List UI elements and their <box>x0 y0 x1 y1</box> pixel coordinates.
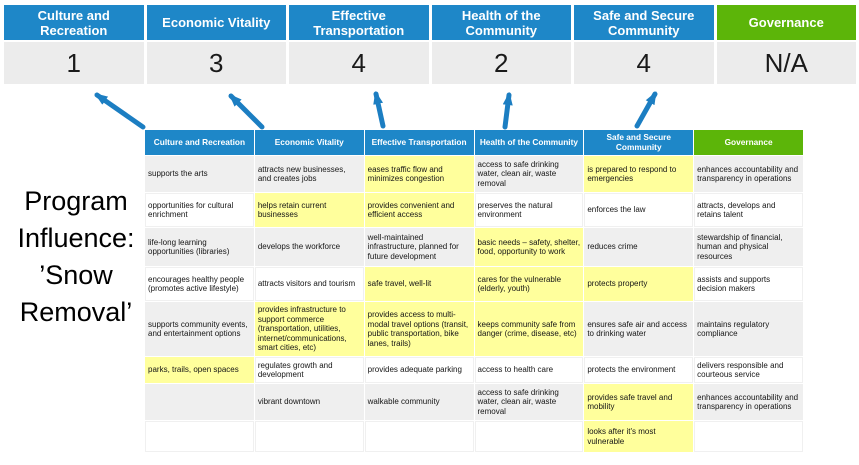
matrix-header-health-of-the-community: Health of the Community <box>475 130 584 155</box>
arrow-culture-and-recreation <box>97 95 143 127</box>
matrix-cell-r2-c3-provides-convenient-and-efficient-access: provides convenient and efficient access <box>365 193 474 227</box>
banner-header-health-of-the-community: Health of the Community <box>432 5 572 40</box>
banner-header-governance: Governance <box>717 5 857 40</box>
matrix-cell-r5-c4-keeps-community-safe-from-danger-crime-d: keeps community safe from danger (crime, disease, etc) <box>475 302 584 356</box>
matrix-cell-r1-c4-access-to-safe-drinking-water-clean-air-: access to safe drinking water, clean air, waste removal <box>475 156 584 192</box>
banner-score-health-of-the-community: 2 <box>432 42 572 84</box>
matrix-cell-r7-c5-provides-safe-travel-and-mobility: provides safe travel and mobility <box>584 384 693 420</box>
banner-header-culture-and-recreation: Culture and Recreation <box>4 5 144 40</box>
banner-score-economic-vitality: 3 <box>147 42 287 84</box>
matrix-header-effective-transportation: Effective Transportation <box>365 130 474 155</box>
banner-header-economic-vitality: Economic Vitality <box>147 5 287 40</box>
matrix-header-culture-and-recreation: Culture and Recreation <box>145 130 254 155</box>
matrix-cell-r1-c5-is-prepared-to-respond-to-emergencies: is prepared to respond to emergencies <box>584 156 693 192</box>
matrix-cell-r2-c1-opportunities-for-cultural-enrichment: opportunities for cultural enrichment <box>145 193 254 227</box>
matrix-cell-r8-c5-looks-after-it-s-most-vulnerable: looks after it's most vulnerable <box>584 421 693 452</box>
matrix-cell-r6-c5-protects-the-environment: protects the environment <box>584 357 693 383</box>
banner-column-governance <box>717 5 857 84</box>
matrix-cell-r3-c5-reduces-crime: reduces crime <box>584 228 693 266</box>
matrix-cell-r5-c1-supports-community-events-and-entertainm: supports community events, and entertainment options <box>145 302 254 356</box>
page-title <box>0 183 152 331</box>
influence-matrix <box>145 130 803 452</box>
title-line-4: Removal’ <box>19 297 133 327</box>
matrix-cell-r8-c1-empty <box>145 421 254 452</box>
matrix-header-safe-and-secure-community: Safe and Secure Community <box>584 130 693 155</box>
matrix-cell-r8-c2-empty <box>255 421 364 452</box>
banner-score-effective-transportation: 4 <box>289 42 429 84</box>
banner-column-safe-and-secure-community <box>574 5 714 84</box>
matrix-cell-r8-c6-empty <box>694 421 803 452</box>
title-line-2: Influence: <box>17 223 135 253</box>
banner-column-culture-and-recreation <box>4 5 144 84</box>
matrix-cell-r7-c2-vibrant-downtown: vibrant downtown <box>255 384 364 420</box>
matrix-cell-r4-c1-encourages-healthy-people-promotes-activ: encourages healthy people (promotes active lifestyle) <box>145 267 254 301</box>
title-line-3: ’Snow <box>39 260 113 290</box>
matrix-cell-r2-c4-preserves-the-natural-environment: preserves the natural environment <box>475 193 584 227</box>
arrow-effective-transportation <box>376 94 383 126</box>
banner-column-effective-transportation <box>289 5 429 84</box>
matrix-cell-r4-c5-protects-property: protects property <box>584 267 693 301</box>
matrix-cell-r6-c2-regulates-growth-and-development: regulates growth and development <box>255 357 364 383</box>
matrix-cell-r2-c5-enforces-the-law: enforces the law <box>584 193 693 227</box>
influence-arrows <box>0 84 859 130</box>
matrix-cell-r4-c2-attracts-visitors-and-tourism: attracts visitors and tourism <box>255 267 364 301</box>
matrix-cell-r3-c2-develops-the-workforce: develops the workforce <box>255 228 364 266</box>
matrix-cell-r6-c3-provides-adequate-parking: provides adequate parking <box>365 357 474 383</box>
score-banner <box>4 5 856 84</box>
matrix-header-governance: Governance <box>694 130 803 155</box>
matrix-cell-r1-c3-eases-traffic-flow-and-minimizes-congest: eases traffic flow and minimizes congestion <box>365 156 474 192</box>
matrix-cell-r1-c2-attracts-new-businesses-and-creates-jobs: attracts new businesses, and creates jobs <box>255 156 364 192</box>
matrix-cell-r6-c6-delivers-responsible-and-courteous-servi: delivers responsible and courteous service <box>694 357 803 383</box>
banner-header-effective-transportation: Effective Transportation <box>289 5 429 40</box>
banner-header-safe-and-secure-community: Safe and Secure Community <box>574 5 714 40</box>
banner-score-governance: N/A <box>717 42 857 84</box>
matrix-cell-r7-c1-empty <box>145 384 254 420</box>
matrix-cell-r8-c4-empty <box>475 421 584 452</box>
title-line-1: Program <box>24 186 128 216</box>
matrix-cell-r6-c1-parks-trails-open-spaces: parks, trails, open spaces <box>145 357 254 383</box>
matrix-cell-r2-c6-attracts-develops-and-retains-talent: attracts, develops and retains talent <box>694 193 803 227</box>
matrix-cell-r5-c6-maintains-regulatory-compliance: maintains regulatory compliance <box>694 302 803 356</box>
matrix-cell-r8-c3-empty <box>365 421 474 452</box>
matrix-cell-r3-c1-life-long-learning-opportunities-librari: life-long learning opportunities (libraries) <box>145 228 254 266</box>
matrix-header-economic-vitality: Economic Vitality <box>255 130 364 155</box>
matrix-cell-r4-c3-safe-travel-well-lit: safe travel, well-lit <box>365 267 474 301</box>
matrix-cell-r5-c3-provides-access-to-multi-modal-travel-op: provides access to multi-modal travel options (transit, public transportation, bike lanes, trails) <box>365 302 474 356</box>
banner-column-economic-vitality <box>147 5 287 84</box>
matrix-cell-r4-c4-cares-for-the-vulnerable-elderly-youth: cares for the vulnerable (elderly, youth) <box>475 267 584 301</box>
matrix-cell-r5-c5-ensures-safe-air-and-access-to-drinking-: ensures safe air and access to drinking water <box>584 302 693 356</box>
matrix-cell-r3-c6-stewardship-of-financial-human-and-physi: stewardship of financial, human and physical resources <box>694 228 803 266</box>
banner-score-culture-and-recreation: 1 <box>4 42 144 84</box>
matrix-cell-r6-c4-access-to-health-care: access to health care <box>475 357 584 383</box>
matrix-cell-r1-c1-supports-the-arts: supports the arts <box>145 156 254 192</box>
matrix-cell-r7-c4-access-to-safe-drinking-water-clean-air-: access to safe drinking water, clean air, waste removal <box>475 384 584 420</box>
arrow-health-of-the-community <box>505 95 509 127</box>
arrow-safe-and-secure-community <box>637 94 655 126</box>
matrix-cell-r1-c6-enhances-accountability-and-transparency: enhances accountability and transparency in operations <box>694 156 803 192</box>
matrix-cell-r2-c2-helps-retain-current-businesses: helps retain current businesses <box>255 193 364 227</box>
matrix-cell-r4-c6-assists-and-supports-decision-makers: assists and supports decision makers <box>694 267 803 301</box>
banner-column-health-of-the-community <box>432 5 572 84</box>
matrix-cell-r7-c6-enhances-accountability-and-transparency: enhances accountability and transparency in operations <box>694 384 803 420</box>
matrix-cell-r3-c3-well-maintained-infrastructure-planned-f: well-maintained infrastructure, planned for future development <box>365 228 474 266</box>
banner-score-safe-and-secure-community: 4 <box>574 42 714 84</box>
matrix-cell-r5-c2-provides-infrastructure-to-support-comme: provides infrastructure to support commerce (transportation, utilities, internet/communications, smart cities, etc) <box>255 302 364 356</box>
arrow-economic-vitality <box>231 96 262 127</box>
matrix-cell-r7-c3-walkable-community: walkable community <box>365 384 474 420</box>
matrix-cell-r3-c4-basic-needs-safety-shelter-food-opportun: basic needs – safety, shelter, food, opportunity to work <box>475 228 584 266</box>
